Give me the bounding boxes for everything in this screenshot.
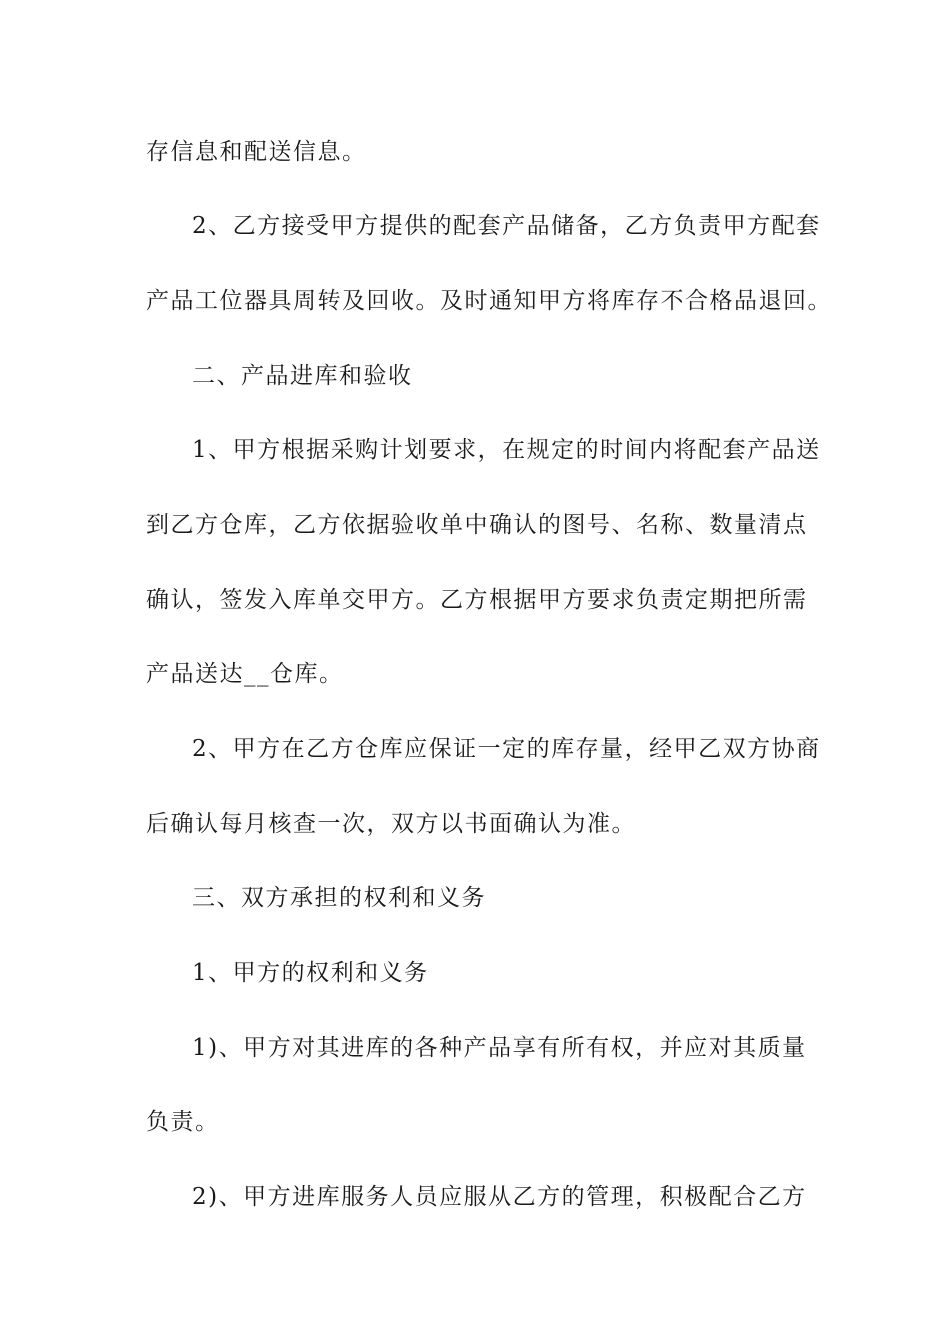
text-line: 后确认每月核查一次，双方以书面确认为准。 — [146, 811, 636, 837]
text-line: 产品送达__仓库。 — [146, 661, 344, 687]
paragraph-item-2: 2、甲方在乙方仓库应保证一定的库存量，经甲乙双方协商 — [192, 736, 821, 762]
paragraph-item-2: 2、乙方接受甲方提供的配套产品储备，乙方负责甲方配套 — [192, 213, 821, 239]
paragraph-item-2: 2)、甲方进库服务人员应服从乙方的管理，积极配合乙方 — [192, 1184, 807, 1210]
paragraph-item-1: 1)、甲方对其进库的各种产品享有所有权，并应对其质量 — [192, 1035, 807, 1061]
text-line: 确认，签发入库单交甲方。乙方根据甲方要求负责定期把所需 — [146, 587, 808, 613]
text-line: 产品工位器具周转及回收。及时通知甲方将库存不合格品退回。 — [146, 288, 832, 314]
section-heading-3: 三、双方承担的权利和义务 — [192, 885, 486, 911]
text-line: 存信息和配送信息。 — [146, 139, 367, 165]
text-line: 负责。 — [146, 1109, 220, 1135]
section-heading-2: 二、产品进库和验收 — [192, 363, 413, 389]
text-line: 到乙方仓库，乙方依据验收单中确认的图号、名称、数量清点 — [146, 512, 808, 538]
paragraph-item-1: 1、甲方根据采购计划要求，在规定的时间内将配套产品送 — [192, 437, 821, 463]
subsection-heading: 1、甲方的权利和义务 — [192, 960, 429, 986]
